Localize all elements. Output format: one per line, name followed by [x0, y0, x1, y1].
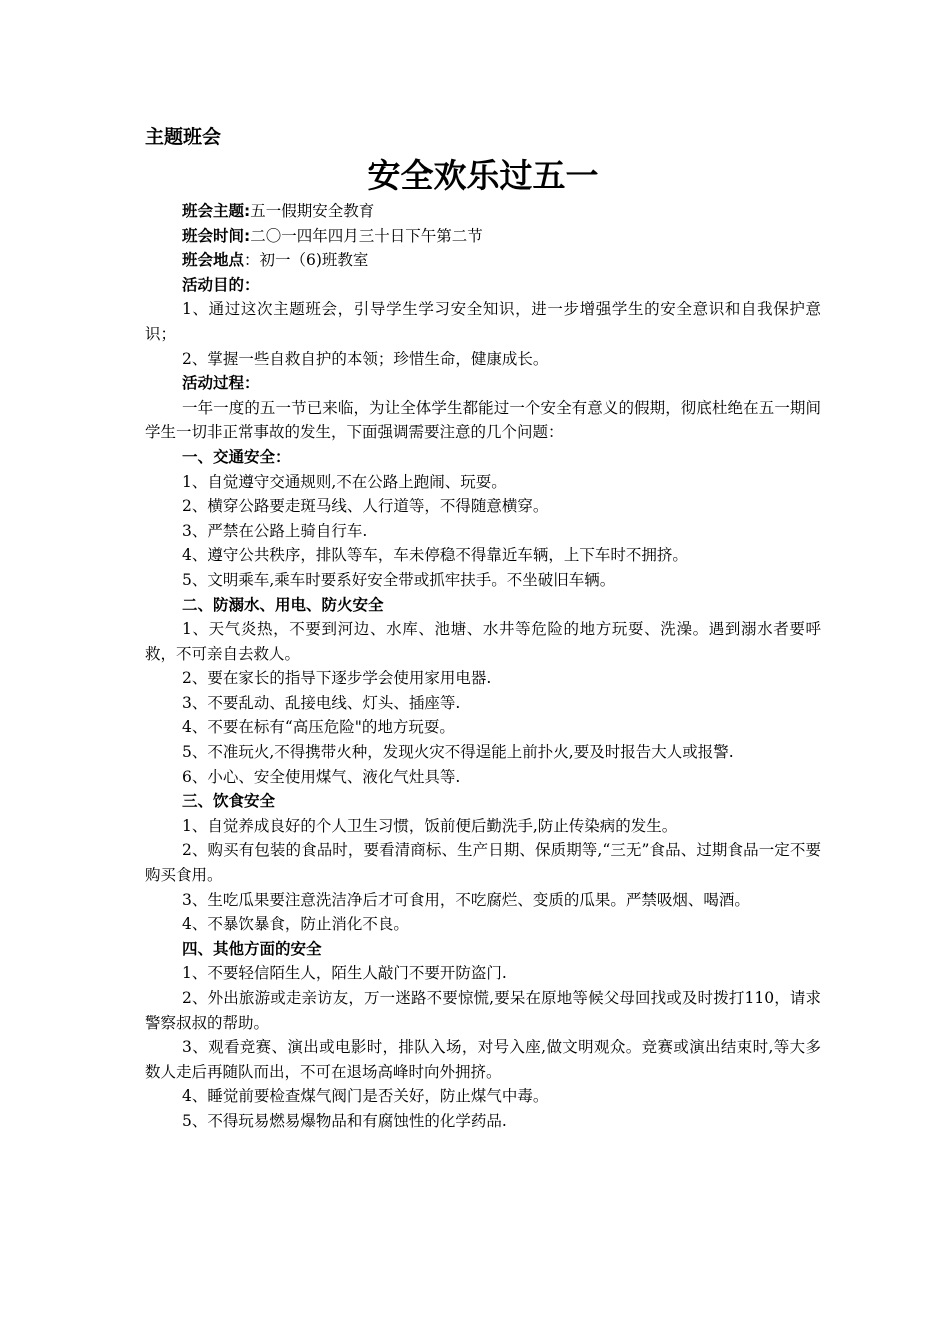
list-item: 6、小心、安全使用煤气、液化气灶具等. — [182, 767, 461, 786]
section-heading-food: 三、饮食安全 — [182, 792, 276, 811]
list-item: 1、不要轻信陌生人，陌生人敲门不要开防盗门. — [182, 964, 507, 983]
purpose-heading: 活动目的： — [182, 275, 260, 294]
list-item: 2、外出旅游或走亲访友，万一迷路不要惊慌,要呆在原地等候父母回找或及时拨打110，请求警察叔叔的帮助。 — [145, 989, 821, 1032]
list-item: 2、要在家长的指导下逐步学会使用家用电器. — [182, 669, 492, 688]
list-item: 4、睡觉前要检查煤气阀门是否关好，防止煤气中毒。 — [182, 1087, 549, 1106]
kicker-label: 主题班会 — [145, 126, 222, 148]
meta-theme-label: 班会主题: — [182, 202, 251, 220]
section-heading-other: 四、其他方面的安全 — [182, 939, 322, 958]
purpose-item: 2、掌握一些自救自护的本领；珍惜生命，健康成长。 — [182, 349, 549, 368]
list-item: 3、不要乱动、乱接电线、灯头、插座等. — [182, 693, 461, 712]
process-heading: 活动过程： — [182, 374, 260, 393]
meta-place-value: ：初一（6)班教室 — [244, 251, 369, 270]
list-item: 4、遵守公共秩序，排队等车，车未停稳不得靠近车辆，上下车时不拥挤。 — [182, 546, 688, 565]
process-intro: 一年一度的五一节已来临，为让全体学生都能过一个安全有意义的假期，彻底杜绝在五一期间学生一切非正常事故的发生，下面强调需要注意的几个问题： — [145, 398, 821, 442]
document-body — [145, 123, 821, 1134]
meta-theme — [145, 199, 821, 224]
meta-time-value: 二〇一四年四月三十日下午第二节 — [250, 226, 483, 245]
list-item: 4、不要在标有“高压危险"的地方玩耍。 — [182, 718, 455, 737]
list-item: 5、不得玩易燃易爆物品和有腐蚀性的化学药品. — [182, 1111, 507, 1130]
list-item: 4、不暴饮暴食，防止消化不良。 — [182, 915, 409, 934]
document-title: 安全欢乐过五一 — [367, 156, 599, 195]
meta-place — [145, 248, 821, 273]
section-heading-water-electric-fire: 二、防溺水、用电、防火安全 — [182, 595, 384, 614]
section-heading-traffic: 一、交通安全： — [182, 447, 291, 466]
list-item: 3、严禁在公路上骑自行车. — [182, 521, 368, 540]
list-item: 3、生吃瓜果要注意洗洁净后才可食用，不吃腐烂、变质的瓜果。严禁吸烟、喝酒。 — [182, 890, 750, 909]
meta-time-label: 班会时间: — [182, 226, 251, 245]
meta-place-label: 班会地点 — [182, 251, 245, 270]
list-item: 5、不准玩火,不得携带火种，发现火灾不得逞能上前扑火,要及时报告大人或报警. — [182, 743, 734, 762]
list-item: 1、自觉遵守交通规则,不在公路上跑闹、玩耍。 — [182, 472, 507, 491]
list-item: 2、购买有包装的食品时，要看清商标、生产日期、保质期等,“三无”食品、过期食品一定不要购买食用。 — [145, 841, 821, 885]
purpose-item: 1、通过这次主题班会，引导学生学习安全知识，进一步增强学生的安全意识和自我保护意识； — [145, 300, 821, 343]
list-item: 5、文明乘车,乘车时要系好安全带或抓牢扶手。不坐破旧车辆。 — [182, 570, 616, 589]
list-item: 3、观看竞赛、演出或电影时，排队入场，对号入座,做文明观众。竞赛或演出结束时,等大多数人走后再随队而出，不可在退场高峰时向外拥挤。 — [145, 1038, 821, 1081]
list-item: 2、横穿公路要走斑马线、人行道等，不得随意横穿。 — [182, 497, 549, 516]
meta-theme-value: 五一假期安全教育 — [250, 202, 375, 220]
list-item: 1、自觉养成良好的个人卫生习惯，饭前便后勤洗手,防止传染病的发生。 — [182, 816, 678, 835]
meta-time — [145, 224, 821, 249]
list-item: 1、天气炎热，不要到河边、水库、池塘、水井等危险的地方玩耍、洗澡。遇到溺水者要呼救，不可亲自去救人。 — [145, 620, 821, 663]
